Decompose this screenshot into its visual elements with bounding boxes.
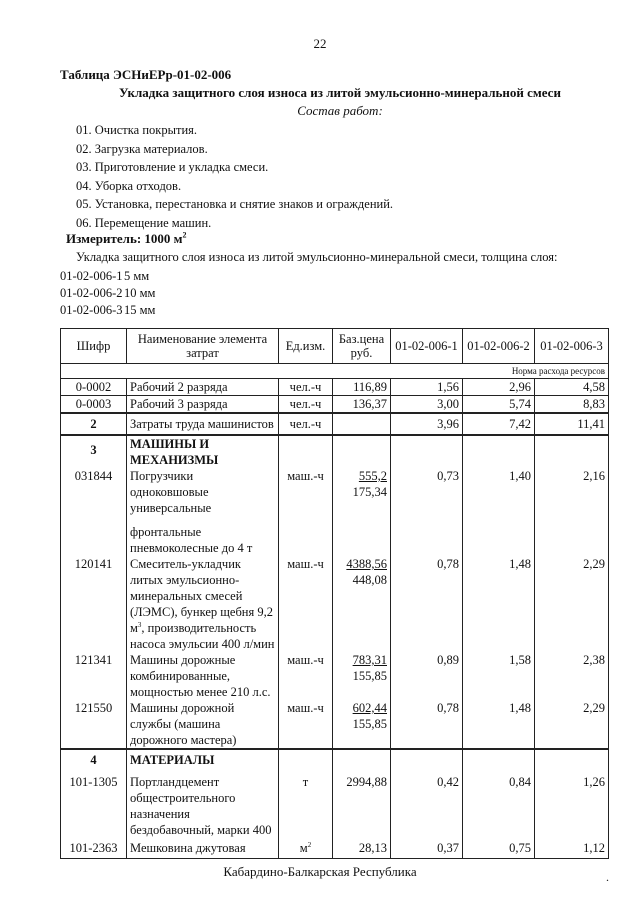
works-list — [76, 121, 393, 232]
name-line: (ЛЭМС), бункер щебня 9,2 — [130, 605, 273, 619]
cell-price: 28,13 — [333, 838, 391, 859]
norm-value: 0,84 — [509, 775, 531, 789]
cell-unit — [279, 749, 333, 770]
price-estimate: 4388,56 — [346, 557, 387, 571]
cell-price — [333, 468, 391, 556]
cell-variant-3: 1,12 — [535, 838, 609, 859]
cell-variant-1 — [391, 749, 463, 770]
cell-name: Затраты труда машинистов — [127, 413, 279, 435]
table-row — [61, 379, 609, 396]
table-header-row — [61, 329, 609, 364]
variant-code: 01-02-006-1 — [60, 269, 123, 283]
unit-value: м — [299, 841, 308, 855]
cell-variant-3: 2,29 — [535, 556, 609, 652]
cell-name: Рабочий 3 разряда — [127, 396, 279, 414]
work-item: 03. Приготовление и укладка смеси. — [76, 160, 269, 174]
name-line: пневмоколесные до 4 т — [130, 541, 253, 555]
cell-code: 121341 — [61, 652, 127, 700]
header-code: Шифр — [61, 329, 127, 364]
cell-variant-2: 1,48 — [463, 556, 535, 652]
cell-price — [333, 413, 391, 435]
header-price: Баз.цена руб. — [333, 329, 391, 364]
cell-variant-2 — [463, 770, 535, 838]
unit-sup: 2 — [307, 840, 312, 849]
name-line: фронтальные — [130, 525, 202, 539]
cell-variant-1 — [391, 435, 463, 468]
page-number: 22 — [313, 36, 327, 51]
cell-variant-1 — [391, 770, 463, 838]
group-name-line: МЕХАНИЗМЫ — [130, 453, 219, 467]
table-row — [61, 413, 609, 435]
cell-variant-1: 1,56 — [391, 379, 463, 396]
group-name-line: МАШИНЫ И — [130, 437, 210, 451]
cell-variant-3 — [535, 770, 609, 838]
cell-variant-1: 0,78 — [391, 556, 463, 652]
cell-name — [127, 468, 279, 556]
cell-variant-2: 1,58 — [463, 652, 535, 700]
work-item: 01. Очистка покрытия. — [76, 123, 198, 137]
price-wage: 155,85 — [352, 669, 387, 683]
table-row — [61, 435, 609, 468]
variant-value: 15 мм — [124, 303, 156, 317]
work-item: 05. Установка, перестановка и снятие знаков и ограждений. — [76, 197, 394, 211]
name-line: Смеситель-укладчик — [130, 557, 241, 571]
variant-item — [60, 268, 155, 285]
price-estimate: 783,31 — [352, 653, 387, 667]
price-wage: 175,34 — [352, 485, 387, 499]
name-line: назначения — [130, 807, 190, 821]
resources-table — [60, 328, 609, 859]
name-line: бездобавочный, марки 400 — [130, 823, 272, 837]
cell-price — [333, 435, 391, 468]
work-item: 02. Загрузка материалов. — [76, 141, 208, 156]
name-sup: 3 — [137, 620, 142, 629]
cell-price — [333, 749, 391, 770]
price-estimate: 602,44 — [352, 701, 387, 715]
cell-code — [61, 770, 127, 838]
cell-code: 120141 — [61, 556, 127, 652]
cell-variant-2: 5,74 — [463, 396, 535, 414]
cell-variant-2: 7,42 — [463, 413, 535, 435]
header-variant-2: 01-02-006-2 — [463, 329, 535, 364]
cell-unit: маш.-ч — [279, 468, 333, 556]
footer-mark: . — [606, 870, 609, 884]
cell-code: 031844 — [61, 468, 127, 556]
cell-name — [127, 556, 279, 652]
cell-variant-2: 0,75 — [463, 838, 535, 859]
table-row — [61, 556, 609, 652]
variant-item — [60, 285, 155, 302]
norm-caption: Норма расхода ресурсов — [61, 364, 609, 379]
name-part: м — [130, 621, 138, 635]
table-code: Таблица ЭСНиЕРр-01-02-006 — [60, 67, 232, 82]
cell-unit: маш.-ч — [279, 556, 333, 652]
cell-code: 4 — [61, 749, 127, 770]
price-value: 2994,88 — [346, 775, 387, 789]
cell-unit: маш.-ч — [279, 700, 333, 749]
cell-name — [127, 770, 279, 838]
norm-caption-row — [61, 364, 609, 379]
cell-variant-1: 0,73 — [391, 468, 463, 556]
name-line: универсальные — [130, 501, 212, 515]
name-line: Машины дорожные — [130, 653, 236, 667]
spacer — [130, 516, 275, 524]
cell-variant-3: 2,16 — [535, 468, 609, 556]
name-line: общестроительного — [130, 791, 236, 805]
group-code: 3 — [90, 443, 97, 457]
work-item: 06. Перемещение машин. — [76, 215, 212, 230]
price-wage: 155,85 — [352, 717, 387, 731]
cell-variant-2 — [463, 749, 535, 770]
cell-price — [333, 556, 391, 652]
name-line: дорожного мастера) — [130, 733, 237, 747]
name-line: службы (машина — [130, 717, 221, 731]
cell-code: 121550 — [61, 700, 127, 749]
cell-variant-3: 4,58 — [535, 379, 609, 396]
cell-name — [127, 435, 279, 468]
work-description: Укладка защитного слоя износа из литой эмульсионно-минеральной смеси, толщина слоя: — [76, 250, 558, 264]
norm-value: 0,42 — [437, 775, 459, 789]
variant-value: 10 мм — [124, 286, 156, 300]
cell-variant-1: 0,89 — [391, 652, 463, 700]
variant-value: 5 мм — [124, 269, 150, 283]
cell-price: 116,89 — [333, 379, 391, 396]
cell-variant-3 — [535, 749, 609, 770]
cell-variant-2: 2,96 — [463, 379, 535, 396]
cell-variant-3: 2,38 — [535, 652, 609, 700]
name-line: одноковшовые — [130, 485, 209, 499]
cell-price — [333, 770, 391, 838]
cell-price — [333, 652, 391, 700]
cell-variant-1: 0,37 — [391, 838, 463, 859]
header-variant-3: 01-02-006-3 — [535, 329, 609, 364]
cell-unit — [279, 435, 333, 468]
table-row — [61, 700, 609, 749]
cell-variant-1: 3,96 — [391, 413, 463, 435]
cell-variant-2: 1,40 — [463, 468, 535, 556]
header-unit: Ед.изм. — [279, 329, 333, 364]
page-footer: Кабардино-Балкарская Республика — [223, 864, 417, 879]
unit-value: т — [302, 775, 309, 789]
cell-name: Мешковина джутовая — [127, 838, 279, 859]
name-line: насоса эмульсии 400 л/мин — [130, 637, 275, 651]
cell-unit — [279, 770, 333, 838]
name-part: , производительность — [141, 621, 257, 635]
cell-code: 2 — [61, 413, 127, 435]
cell-name — [127, 700, 279, 749]
table-row — [61, 749, 609, 770]
table-row — [61, 468, 609, 556]
variant-code: 01-02-006-2 — [60, 286, 123, 300]
cell-variant-2 — [463, 435, 535, 468]
variants-list — [60, 268, 155, 319]
header-name: Наименование элемента затрат — [127, 329, 279, 364]
cell-name: Рабочий 2 разряда — [127, 379, 279, 396]
cell-variant-3 — [535, 435, 609, 468]
table-title: Укладка защитного слоя износа из литой эмульсионно-минеральной смеси — [119, 85, 561, 100]
cell-name: МАТЕРИАЛЫ — [127, 749, 279, 770]
price-estimate: 555,2 — [358, 469, 387, 483]
name-line: Машины дорожной — [130, 701, 235, 715]
cell-variant-3: 11,41 — [535, 413, 609, 435]
variant-item — [60, 302, 155, 319]
cell-variant-3: 8,83 — [535, 396, 609, 414]
cell-code: 0-0002 — [61, 379, 127, 396]
cell-variant-1: 3,00 — [391, 396, 463, 414]
cell-variant-3: 2,29 — [535, 700, 609, 749]
name-line — [130, 620, 275, 636]
name-line: мощностью менее 210 л.с. — [130, 685, 271, 699]
table-row — [61, 838, 609, 859]
name-line: литых эмульсионно- — [130, 573, 240, 587]
cell-unit: чел.-ч — [279, 379, 333, 396]
cell-variant-1: 0,78 — [391, 700, 463, 749]
cell-unit: чел.-ч — [279, 413, 333, 435]
cell-unit: маш.-ч — [279, 652, 333, 700]
cell-variant-2: 1,48 — [463, 700, 535, 749]
name-line: Портландцемент — [130, 775, 220, 789]
measure-unit — [66, 231, 187, 247]
cell-price: 136,37 — [333, 396, 391, 414]
cell-unit — [279, 838, 333, 859]
variant-code: 01-02-006-3 — [60, 303, 123, 317]
cell-unit: чел.-ч — [279, 396, 333, 414]
norm-value: 1,26 — [583, 775, 605, 789]
measure-sup: 2 — [182, 230, 187, 240]
code-value: 101-1305 — [69, 775, 118, 789]
cell-name — [127, 652, 279, 700]
measure-label: Измеритель: 1000 м — [66, 231, 183, 246]
table-row — [61, 770, 609, 838]
name-line: минеральных смесей — [130, 589, 243, 603]
cell-price — [333, 700, 391, 749]
composition-heading: Состав работ: — [297, 103, 383, 118]
table-row — [61, 652, 609, 700]
header-variant-1: 01-02-006-1 — [391, 329, 463, 364]
name-line: Погрузчики — [130, 469, 194, 483]
price-wage: 448,08 — [352, 573, 387, 587]
work-item: 04. Уборка отходов. — [76, 178, 182, 193]
cell-code — [61, 435, 127, 468]
cell-code: 101-2363 — [61, 838, 127, 859]
cell-code: 0-0003 — [61, 396, 127, 414]
name-line: комбинированные, — [130, 669, 231, 683]
table-row — [61, 396, 609, 414]
